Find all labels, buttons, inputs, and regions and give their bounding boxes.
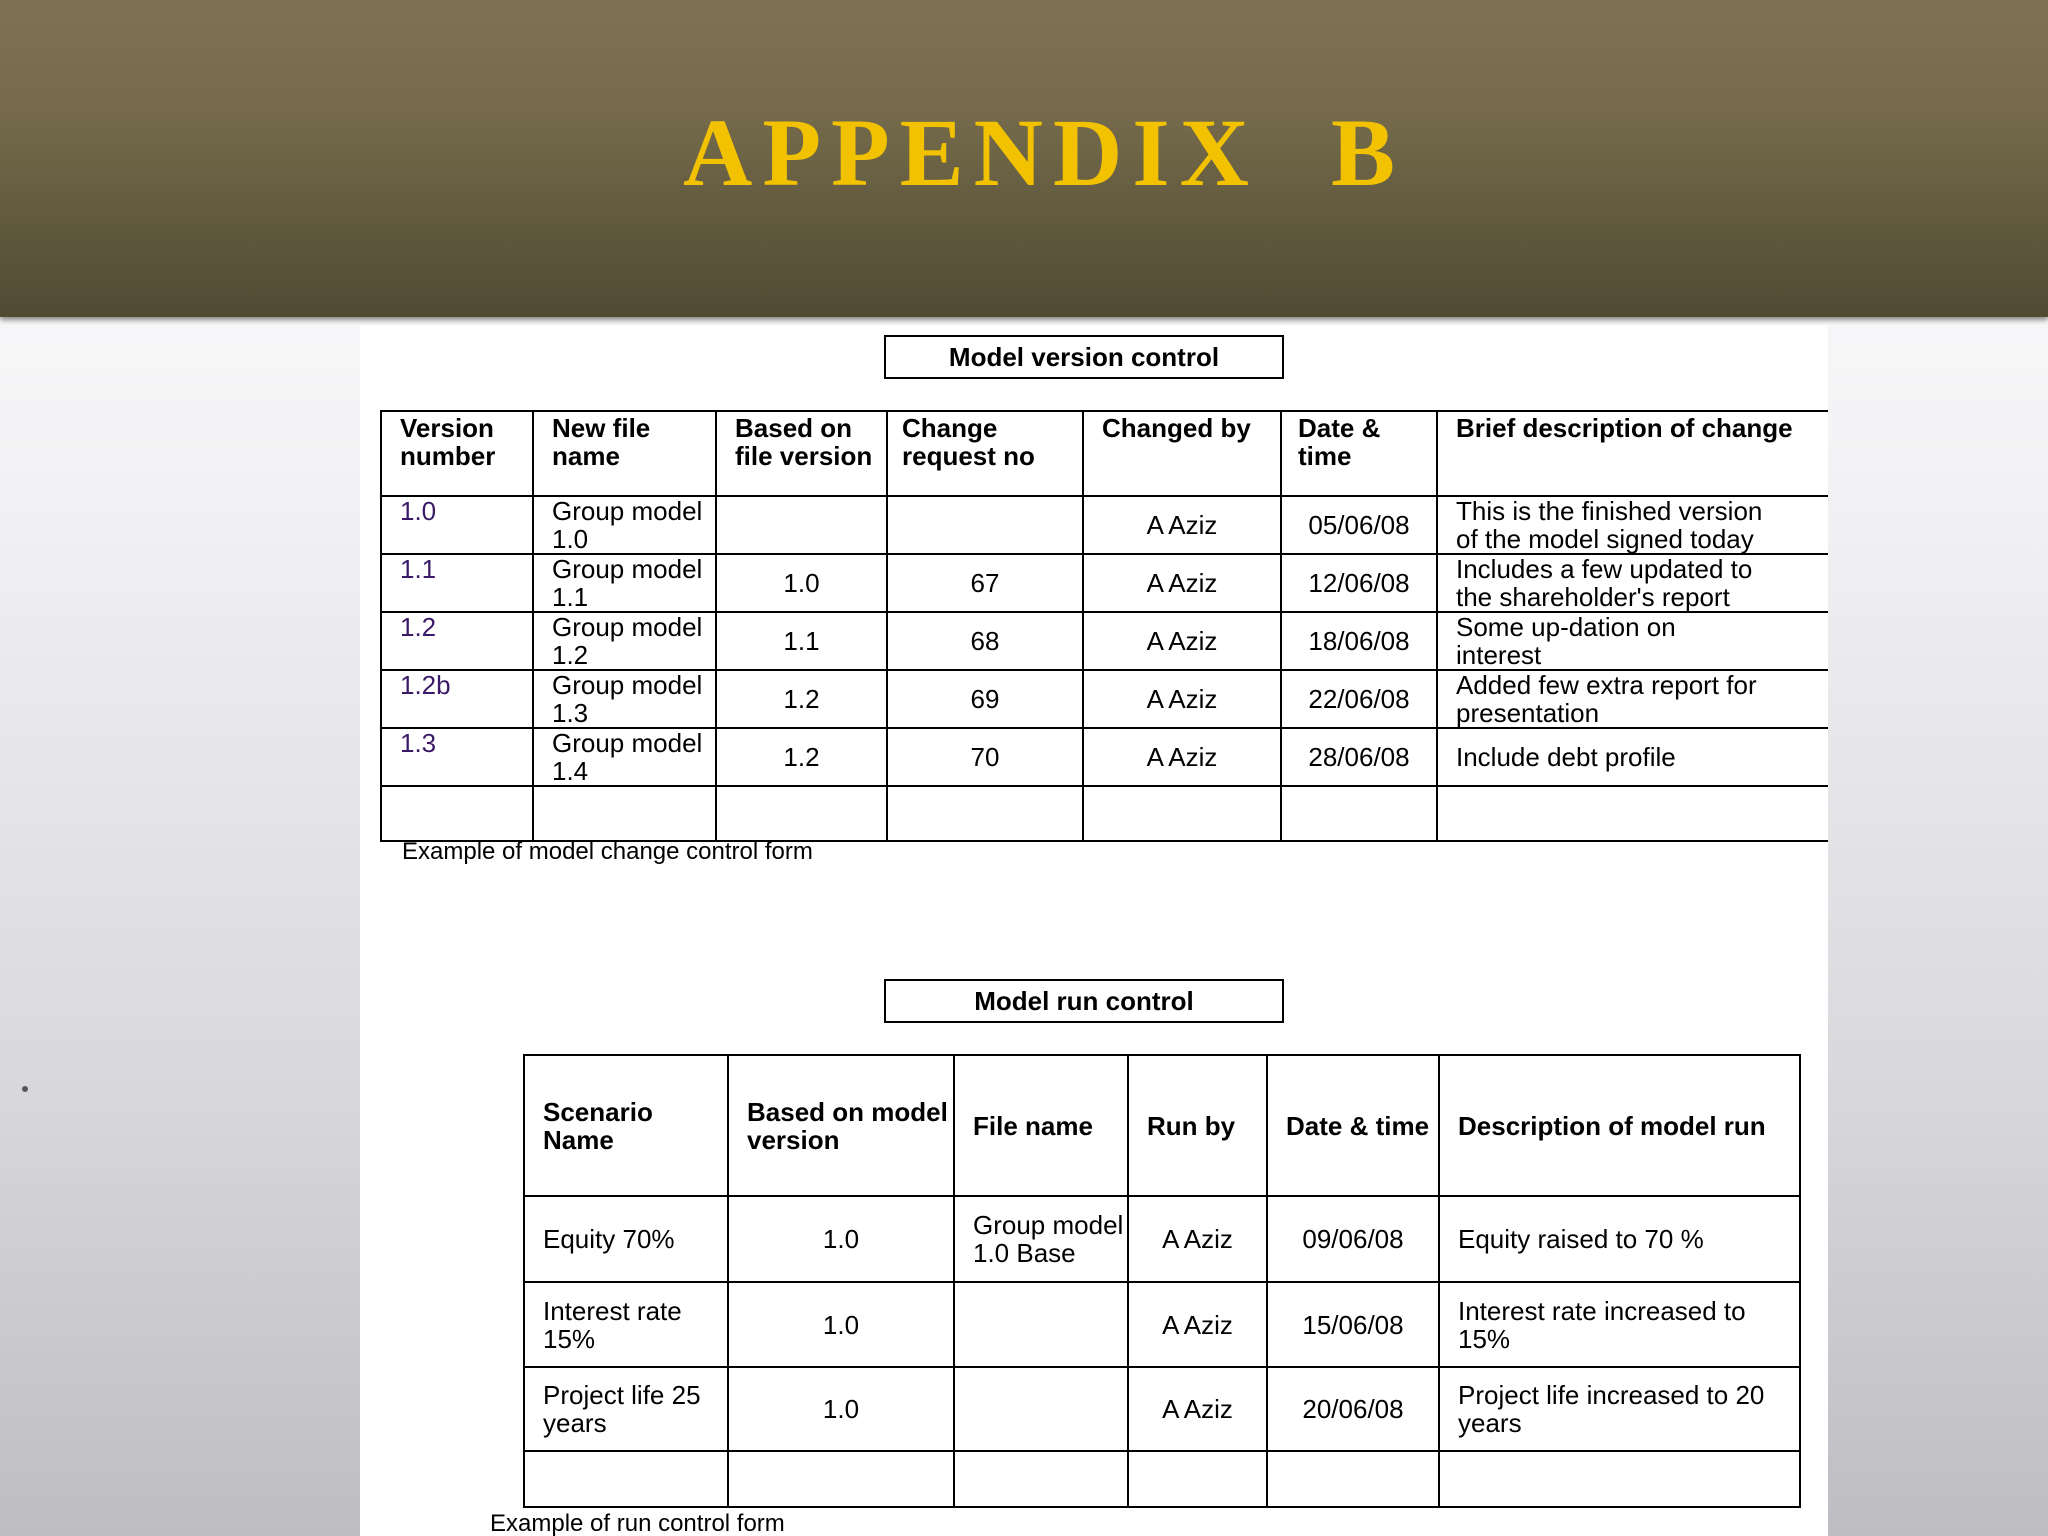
table-row [381,554,1828,612]
date-cell: 18/06/08 [1281,612,1437,670]
empty-cell [728,1451,954,1507]
table-row [381,612,1828,670]
file-name-cell: Group model 1.1 [533,554,716,612]
scenario-cell: Project life 25 years [524,1367,728,1451]
description-cell: Include debt profile [1437,728,1828,786]
document-image [360,325,1828,1536]
based-on-cell: 1.2 [716,670,887,728]
version-number-cell: 1.3 [381,728,533,786]
col-header: Date & time [1267,1055,1439,1196]
col-header: Description of model run [1439,1055,1800,1196]
run-by-cell: A Aziz [1128,1367,1267,1451]
change-request-cell [887,496,1083,554]
empty-cell [1128,1451,1267,1507]
col-header: Date & time [1281,411,1437,496]
run-by-cell: A Aziz [1128,1282,1267,1367]
date-cell: 05/06/08 [1281,496,1437,554]
col-header: Based on file version [716,411,887,496]
col-header: Brief description of change [1437,411,1828,496]
empty-cell [954,1451,1128,1507]
table-row [524,1196,1800,1282]
scenario-cell: Interest rate 15% [524,1282,728,1367]
model-version-cell: 1.0 [728,1282,954,1367]
description-cell: Project life increased to 20 years [1439,1367,1800,1451]
table-row-empty [381,786,1828,841]
description-cell: Equity raised to 70 % [1439,1196,1800,1282]
version-control-caption: Model version control [884,335,1284,379]
table-row [381,728,1828,786]
date-cell: 12/06/08 [1281,554,1437,612]
slide-header [0,0,2048,317]
table-row [524,1282,1800,1367]
description-cell: Includes a few updated to the shareholder's report [1437,554,1828,612]
changed-by-cell: A Aziz [1083,554,1281,612]
bullet-point [22,1086,28,1092]
model-version-cell: 1.0 [728,1367,954,1451]
empty-cell [533,786,716,841]
run-control-note: Example of run control form [490,1510,785,1536]
table-row [524,1367,1800,1451]
col-header: Change request no [887,411,1083,496]
file-name-cell [954,1282,1128,1367]
based-on-cell: 1.2 [716,728,887,786]
col-header: Changed by [1083,411,1281,496]
version-number-cell: 1.2b [381,670,533,728]
changed-by-cell: A Aziz [1083,728,1281,786]
date-cell: 22/06/08 [1281,670,1437,728]
run-control-header-row [524,1055,1800,1196]
empty-cell [524,1451,728,1507]
col-header: File name [954,1055,1128,1196]
change-request-cell: 69 [887,670,1083,728]
empty-cell [1439,1451,1800,1507]
empty-cell [887,786,1083,841]
change-request-cell: 70 [887,728,1083,786]
based-on-cell: 1.1 [716,612,887,670]
table-row [381,496,1828,554]
date-cell: 15/06/08 [1267,1282,1439,1367]
file-name-cell [954,1367,1128,1451]
empty-cell [1083,786,1281,841]
date-cell: 28/06/08 [1281,728,1437,786]
run-control-caption: Model run control [884,979,1284,1023]
scenario-cell: Equity 70% [524,1196,728,1282]
description-cell: Interest rate increased to 15% [1439,1282,1800,1367]
table-row-empty [524,1451,1800,1507]
date-cell: 20/06/08 [1267,1367,1439,1451]
file-name-cell: Group model 1.4 [533,728,716,786]
version-number-cell: 1.2 [381,612,533,670]
empty-cell [1437,786,1828,841]
file-name-cell: Group model 1.0 Base [954,1196,1128,1282]
empty-cell [381,786,533,841]
description-cell: Some up-dation on interest [1437,612,1828,670]
run-by-cell: A Aziz [1128,1196,1267,1282]
changed-by-cell: A Aziz [1083,496,1281,554]
table-row [381,670,1828,728]
date-cell: 09/06/08 [1267,1196,1439,1282]
model-version-cell: 1.0 [728,1196,954,1282]
changed-by-cell: A Aziz [1083,612,1281,670]
version-number-cell: 1.1 [381,554,533,612]
col-header: Version number [381,411,533,496]
col-header: New file name [533,411,716,496]
description-cell: Added few extra report for presentation [1437,670,1828,728]
description-cell: This is the finished version of the model signed today [1437,496,1828,554]
file-name-cell: Group model 1.0 [533,496,716,554]
change-request-cell: 68 [887,612,1083,670]
version-control-header-row [381,411,1828,496]
version-number-cell: 1.0 [381,496,533,554]
empty-cell [1281,786,1437,841]
col-header: Run by [1128,1055,1267,1196]
empty-cell [1267,1451,1439,1507]
file-name-cell: Group model 1.3 [533,670,716,728]
version-control-table [380,410,1828,842]
col-header: Based on model version [728,1055,954,1196]
changed-by-cell: A Aziz [1083,670,1281,728]
col-header: Scenario Name [524,1055,728,1196]
slide-title: APPENDIX B [682,99,1405,206]
version-control-note: Example of model change control form [402,838,813,865]
change-request-cell: 67 [887,554,1083,612]
based-on-cell [716,496,887,554]
based-on-cell: 1.0 [716,554,887,612]
run-control-table [523,1054,1801,1508]
file-name-cell: Group model 1.2 [533,612,716,670]
empty-cell [716,786,887,841]
